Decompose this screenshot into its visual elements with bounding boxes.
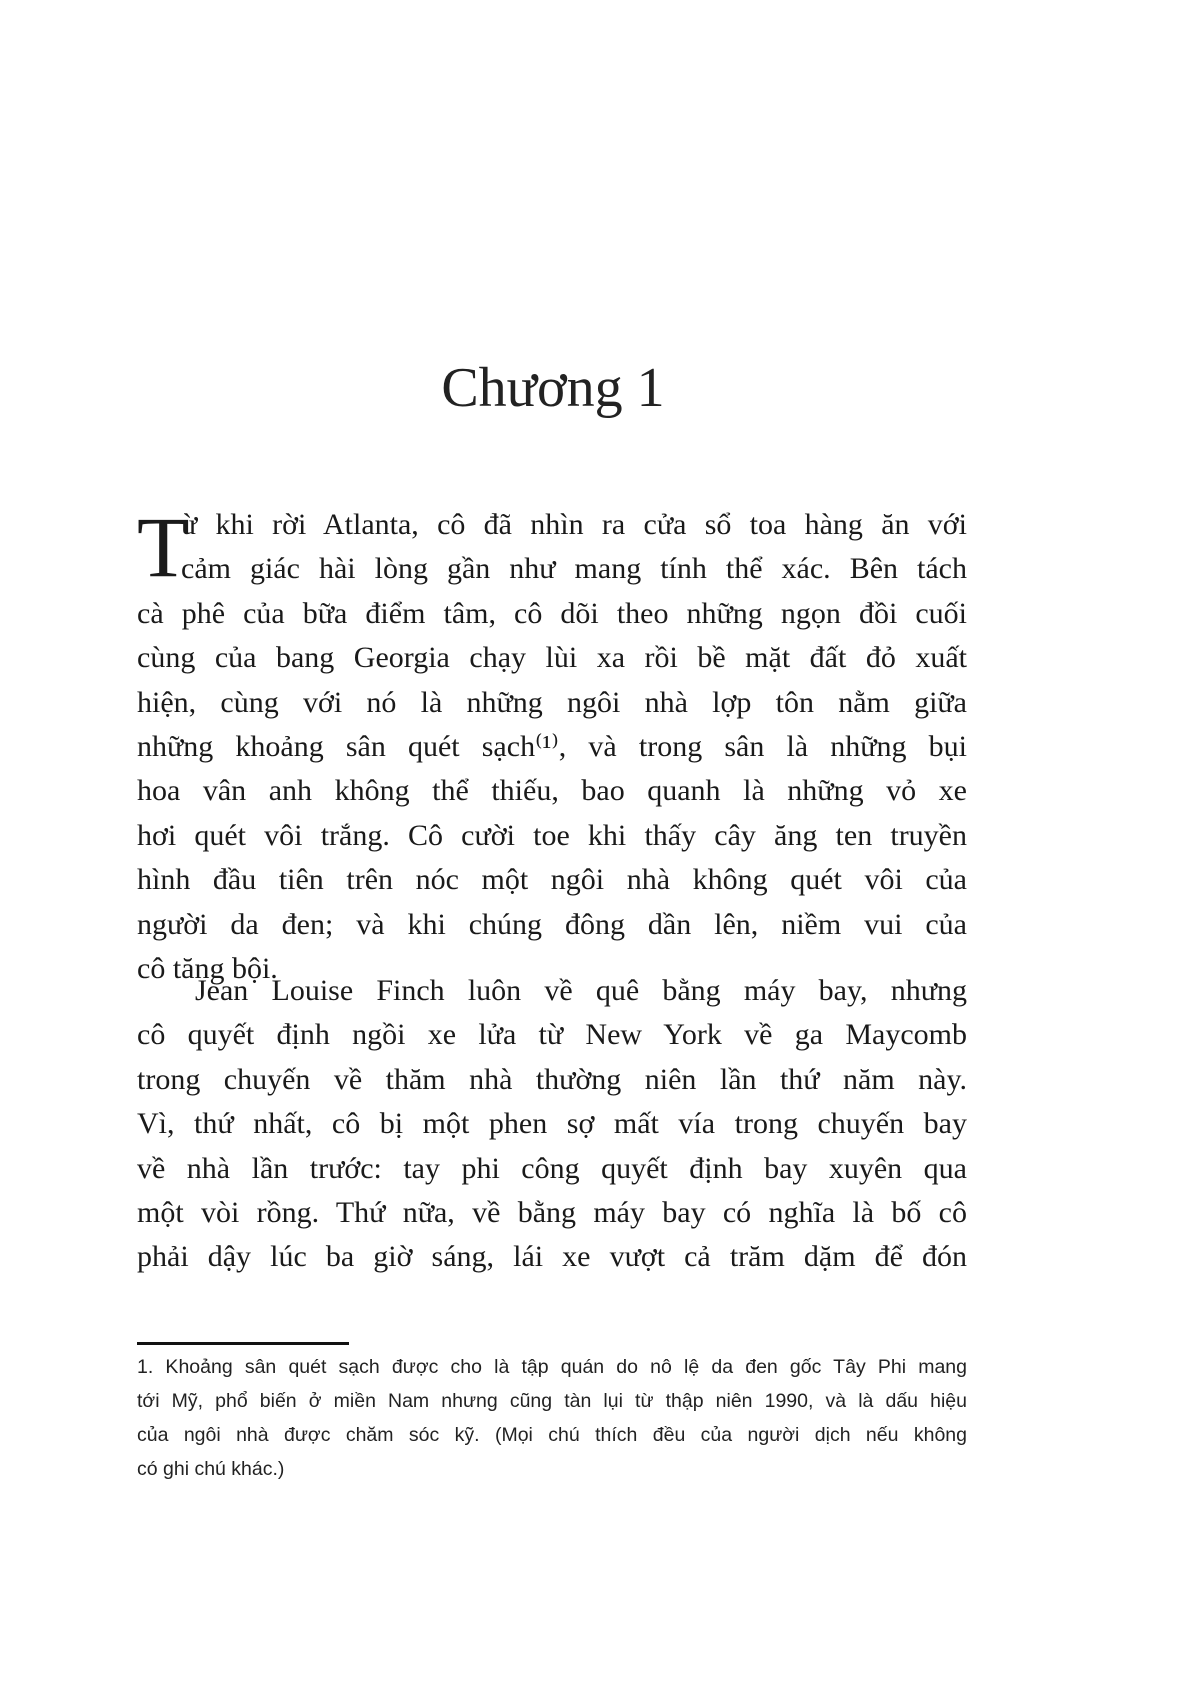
text-line: cà phê của bữa điểm tâm, cô dõi theo những ngọn đồi cuối: [137, 596, 967, 630]
footnote-line: 1. Khoảng sân quét sạch được cho là tập quán do nô lệ da đen gốc Tây Phi mang: [137, 1356, 967, 1378]
text-line: ừ khi rời Atlanta, cô đã nhìn ra cửa sổ toa hàng ăn với: [181, 508, 967, 541]
paragraph-1: [137, 499, 967, 991]
drop-cap: T: [137, 499, 190, 595]
text-line: phải dậy lúc ba giờ sáng, lái xe vượt cả trăm dặm để đón: [137, 1240, 967, 1274]
chapter-title: Chương 1: [441, 356, 665, 419]
footnote-divider: [137, 1342, 349, 1345]
text-line: trong chuyến về thăm nhà thường niên lần thứ năm này.: [137, 1062, 967, 1096]
footnote-line: tới Mỹ, phổ biến ở miền Nam nhưng cũng tàn lụi từ thập niên 1990, và là dấu hiệu: [137, 1390, 967, 1412]
footnote-line: có ghi chú khác.): [137, 1458, 285, 1480]
text-line: Vì, thứ nhất, cô bị một phen sợ mất vía trong chuyến bay: [137, 1107, 967, 1141]
text-line: Jean Louise Finch luôn về quê bằng máy bay, nhưng: [195, 974, 967, 1007]
paragraph-2: [137, 969, 967, 1280]
text-line: cô quyết định ngồi xe lửa từ New York về ga Maycomb: [137, 1018, 967, 1052]
text-line: hiện, cùng với nó là những ngôi nhà lợp tôn nằm giữa: [137, 685, 967, 719]
footnote: [137, 1350, 967, 1486]
text-line: những khoảng sân quét sạch⁽¹⁾, và trong sân là những bụi: [137, 729, 967, 763]
text-line: hơi quét vôi trắng. Cô cười toe khi thấy cây ăng ten truyền: [137, 818, 967, 852]
text-line: về nhà lần trước: tay phi công quyết định bay xuyên qua: [137, 1151, 967, 1185]
text-line: cảm giác hài lòng gần như mang tính thể xác. Bên tách: [181, 552, 967, 586]
text-line: người da đen; và khi chúng đông dần lên, niềm vui của: [137, 907, 967, 941]
text-line: một vòi rồng. Thứ nữa, về bằng máy bay có nghĩa là bố cô: [137, 1195, 967, 1229]
footnote-line: của ngôi nhà được chăm sóc kỹ. (Mọi chú thích đều của người dịch nếu không: [137, 1424, 967, 1446]
text-line: cùng của bang Georgia chạy lùi xa rồi bề mặt đất đỏ xuất: [137, 641, 967, 675]
text-line: cô tăng bội.: [137, 951, 278, 985]
text-line: hoa vân anh không thể thiếu, bao quanh là những vỏ xe: [137, 774, 967, 808]
text-line: hình đầu tiên trên nóc một ngôi nhà không quét vôi của: [137, 863, 967, 897]
